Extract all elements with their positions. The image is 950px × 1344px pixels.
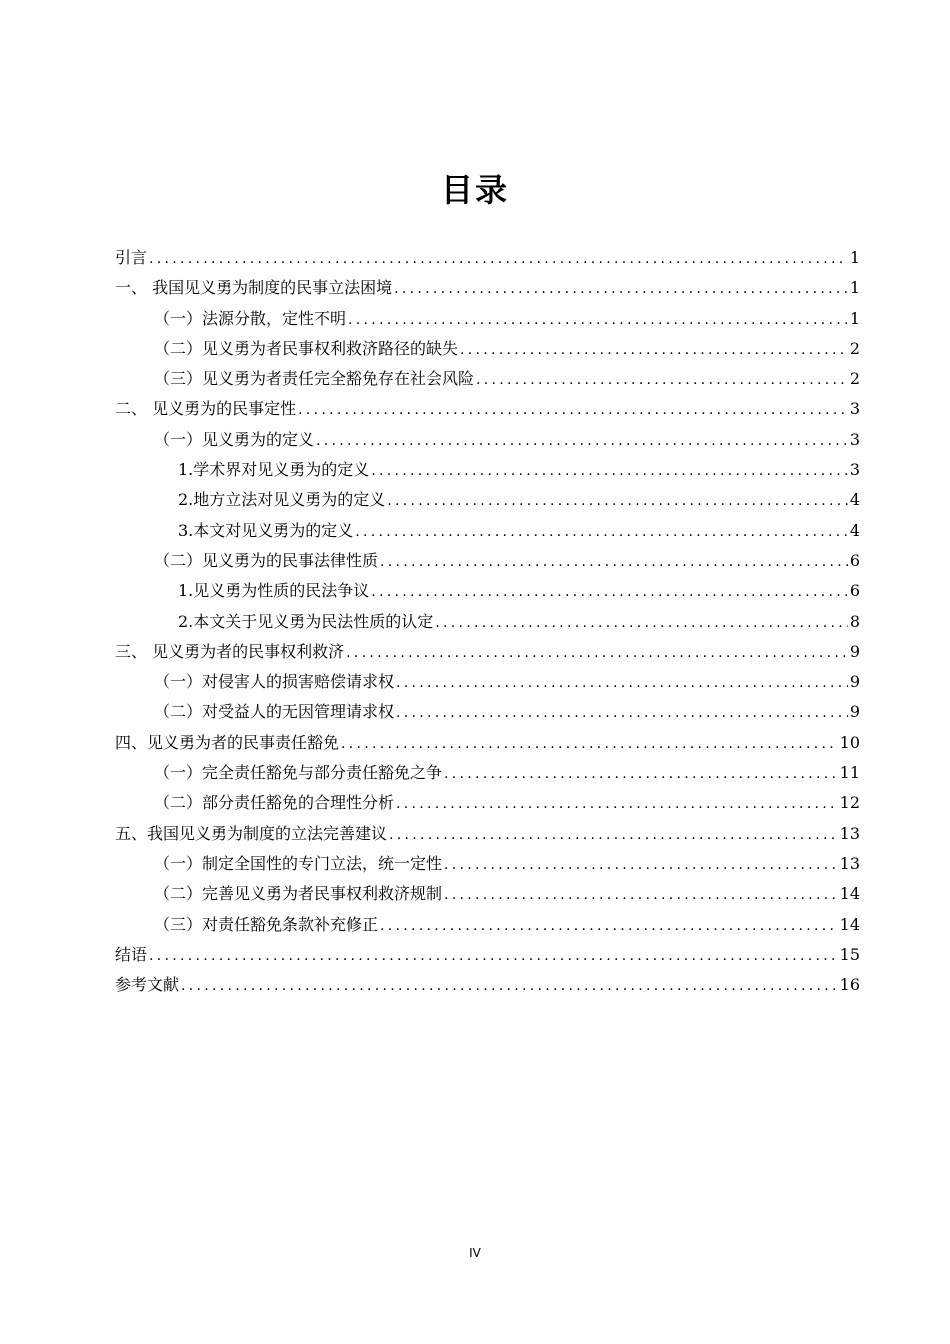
toc-entry[interactable]: [115, 637, 860, 667]
toc-leader-dots: [346, 638, 848, 668]
toc-entry-text: （二）见义勇为者民事权利救济路径的缺失: [154, 338, 459, 358]
toc-entry-text: （一）对侵害人的损害赔偿请求权: [154, 672, 395, 692]
toc-leader-dots: [149, 941, 838, 971]
toc-page-number: 9: [849, 702, 860, 722]
toc-entry[interactable]: [115, 304, 860, 334]
toc-entry[interactable]: [115, 788, 860, 818]
toc-entry-text: 五、我国见义勇为制度的立法完善建议: [115, 823, 388, 843]
toc-entry[interactable]: [115, 819, 860, 849]
toc-leader-dots: [389, 820, 838, 850]
toc-page-number: 9: [849, 672, 860, 692]
toc-leader-dots: [444, 850, 838, 880]
toc-entry[interactable]: [115, 273, 860, 303]
toc-page-number: 3: [849, 429, 860, 449]
toc-page-number: 14: [839, 884, 860, 904]
toc-entry[interactable]: [115, 940, 860, 970]
toc-entry[interactable]: [115, 455, 860, 485]
toc-page-number: 11: [839, 763, 860, 783]
toc-leader-dots: [380, 547, 848, 577]
toc-entry[interactable]: [115, 697, 860, 727]
toc-entry-text: （一）见义勇为的定义: [154, 429, 315, 449]
toc-page-number: 3: [849, 399, 860, 419]
toc-entry[interactable]: [115, 576, 860, 606]
toc-entry-text: （三）对责任豁免条款补充修正: [154, 914, 379, 934]
toc-page-number: 12: [839, 793, 860, 813]
toc-entry-text: （三）见义勇为者责任完全豁免存在社会风险: [154, 369, 475, 389]
toc-entry[interactable]: [115, 364, 860, 394]
toc-page-number: 6: [849, 550, 860, 570]
toc-leader-dots: [444, 880, 838, 910]
toc-entry[interactable]: [115, 667, 860, 697]
toc-page-number: 1: [849, 308, 860, 328]
toc-entry[interactable]: [115, 910, 860, 940]
toc-entry-text: （一）制定全国性的专门立法，统一定性: [154, 853, 443, 873]
toc-page-number: 13: [839, 853, 860, 873]
toc-leader-dots: [444, 759, 838, 789]
toc-entry[interactable]: [115, 879, 860, 909]
toc-entry[interactable]: [115, 849, 860, 879]
toc-entry[interactable]: [115, 758, 860, 788]
toc-page-number: 4: [849, 520, 860, 540]
toc-page-number: 2: [849, 369, 860, 389]
toc-page-number: 4: [849, 490, 860, 510]
toc-leader-dots: [298, 395, 848, 425]
page-number-footer: IV: [469, 1246, 481, 1260]
toc-entry-text: 二、 见义勇为的民事定性: [115, 399, 297, 419]
toc-leader-dots: [380, 911, 838, 941]
toc-leader-dots: [396, 668, 848, 698]
toc-entry-text: 1.见义勇为性质的民法争议: [178, 581, 370, 601]
toc-leader-dots: [435, 608, 848, 638]
toc-entry[interactable]: [115, 970, 860, 1000]
toc-entry[interactable]: [115, 334, 860, 364]
toc-page-number: 3: [849, 460, 860, 480]
toc-leader-dots: [371, 577, 848, 607]
page-title: 目录: [440, 171, 509, 209]
toc-leader-dots: [316, 426, 848, 456]
toc-leader-dots: [396, 698, 848, 728]
toc-entry-text: 三、 见义勇为者的民事权利救济: [115, 641, 345, 661]
toc-leader-dots: [341, 729, 838, 759]
toc-leader-dots: [355, 517, 848, 547]
toc-page-number: 13: [839, 823, 860, 843]
toc-entry-text: （一）完全责任豁免与部分责任豁免之争: [154, 763, 443, 783]
toc-entry-text: 一、 我国见义勇为制度的民事立法困境: [115, 278, 393, 298]
toc-entry-text: （一）法源分散，定性不明: [154, 308, 347, 328]
toc-entry-text: 引言: [115, 248, 148, 267]
toc-leader-dots: [149, 244, 848, 274]
toc-page-number: 8: [849, 611, 860, 631]
toc-entry-text: （二）完善见义勇为者民事权利救济规制: [154, 884, 443, 904]
toc-page-number: 6: [849, 581, 860, 601]
toc-entry[interactable]: [115, 546, 860, 576]
toc-entry-text: 2.本文关于见义勇为民法性质的认定: [178, 611, 434, 631]
toc-leader-dots: [460, 335, 848, 365]
toc-leader-dots: [371, 456, 848, 486]
toc-leader-dots: [394, 274, 848, 304]
toc-entry[interactable]: [115, 394, 860, 424]
toc-page-number: 9: [849, 641, 860, 661]
toc-leader-dots: [476, 365, 848, 395]
toc-entry[interactable]: [115, 728, 860, 758]
toc-page-number: 1: [849, 248, 860, 267]
toc-entry-text: 3.本文对见义勇为的定义: [178, 520, 354, 540]
toc-entry-text: 参考文献: [115, 975, 180, 995]
toc-entry-text: （二）对受益人的无因管理请求权: [154, 702, 395, 722]
toc-entry[interactable]: [115, 243, 860, 273]
toc-leader-dots: [396, 789, 838, 819]
toc-page-number: 15: [839, 944, 860, 964]
toc-leader-dots: [181, 971, 838, 1001]
toc-entry[interactable]: [115, 425, 860, 455]
toc-leader-dots: [348, 305, 848, 335]
toc-entry-text: 2.地方立法对见义勇为的定义: [178, 490, 386, 510]
toc-entry-text: （二）部分责任豁免的合理性分析: [154, 793, 395, 813]
toc-entry[interactable]: [115, 485, 860, 515]
toc-entry[interactable]: [115, 516, 860, 546]
toc-entry[interactable]: [115, 607, 860, 637]
toc-page-number: 2: [849, 338, 860, 358]
toc-page-number: 10: [839, 732, 860, 752]
toc-entry-text: （二）见义勇为的民事法律性质: [154, 550, 379, 570]
toc-entry-text: 结语: [115, 944, 148, 964]
toc-page-number: 14: [839, 914, 860, 934]
toc-entry-text: 1.学术界对见义勇为的定义: [178, 460, 370, 480]
table-of-contents: [115, 243, 860, 1000]
toc-page-number: 1: [849, 278, 860, 298]
toc-leader-dots: [387, 486, 848, 516]
toc-page-number: 16: [839, 975, 860, 995]
toc-entry-text: 四、见义勇为者的民事责任豁免: [115, 732, 340, 752]
